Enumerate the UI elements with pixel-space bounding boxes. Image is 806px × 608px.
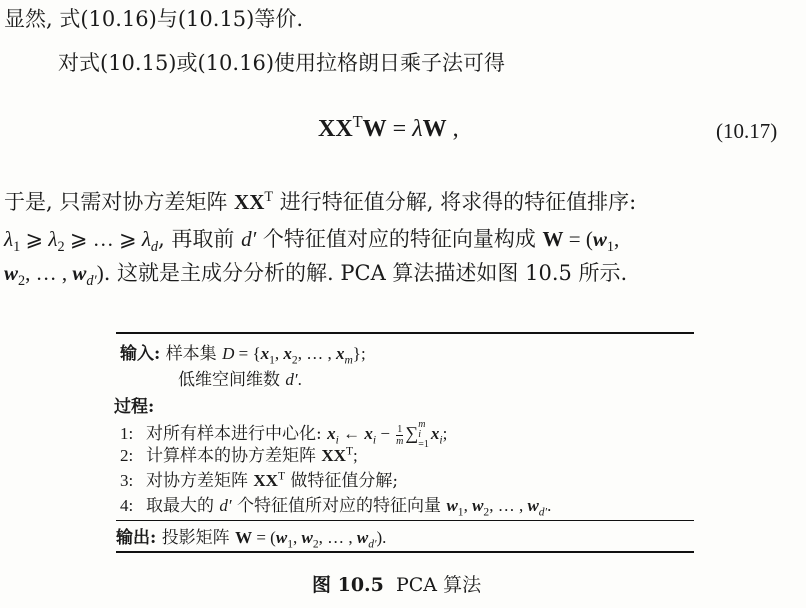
equation-number: (10.17) <box>716 119 778 143</box>
math-projection: $W = (w_1$, $w_2$, … , $w_{d'}$). <box>235 528 387 551</box>
math-W-def-cont: $w_2$, … , $w_{d'}$) <box>4 261 104 290</box>
math-eigenvectors: $w_1$, $w_2$, … , $w_{d'}$. <box>446 496 552 519</box>
algorithm-input-2: 低维空间维数 d′. <box>178 370 302 390</box>
mid-rule <box>116 520 694 521</box>
math-XXT: $XX^T$ <box>234 189 274 214</box>
math-XXT: $XX^T$ <box>253 469 286 490</box>
paragraph-line-2 <box>4 226 620 256</box>
paragraph-line-1 <box>4 189 636 215</box>
caption-title: PCA 算法 <box>395 574 482 596</box>
intro-line-2: 对式(10.15)或(10.16)使用拉格朗日乘子法可得 <box>58 51 506 75</box>
equation-10-17: $XX^TW = \lambda W$ , <box>318 112 459 142</box>
output-text: 投影矩阵 <box>161 528 236 548</box>
math-dprime: d′ <box>241 227 257 251</box>
paragraph-text: 个特征值对应的特征向量构成 <box>256 227 543 251</box>
math-W-def: $W = (w_1$, <box>542 227 620 256</box>
bottom-rule <box>116 551 694 553</box>
step-text: 计算样本的协方差矩阵 <box>146 446 322 466</box>
input-text: 样本集 <box>165 344 223 364</box>
input-text: 低维空间维数 <box>178 370 286 390</box>
figure-caption <box>312 572 481 598</box>
step-text: 做特征值分解; <box>285 471 399 491</box>
paragraph-text: 进行特征值分解, 将求得的特征值排序: <box>273 190 637 214</box>
process-label: 过程: <box>114 397 155 417</box>
paragraph-text: 于是, 只需对协方差矩阵 <box>4 190 235 214</box>
algorithm-input <box>120 343 366 365</box>
algorithm-step-2 <box>120 445 358 467</box>
step-text: 对所有样本进行中心化: <box>146 423 328 444</box>
step-number: 3: <box>120 471 134 490</box>
math-eigen-order: $\lambda_1$ ⩾ $\lambda_2$ ⩾ … ⩾ $\lambda_d$ <box>4 227 159 256</box>
math-dataset: $D = \{x_1$, $x_2$, … , $x_m$}; <box>222 344 366 367</box>
step-number: 2: <box>120 446 134 465</box>
input-label: 输入: <box>120 344 161 364</box>
algorithm-output <box>116 527 386 549</box>
math-dprime: d′ <box>219 496 232 515</box>
caption-label: 图 10.5 <box>312 574 384 596</box>
paragraph-text: , 再取前 <box>158 227 242 251</box>
math-XXT: $XX^T$; <box>321 444 358 465</box>
step-text: 个特征值所对应的特征向量 <box>231 496 447 516</box>
step-number: 4: <box>120 496 134 515</box>
step-text: 取最大的 <box>146 496 220 516</box>
math-dprime: d′ <box>285 370 298 389</box>
intro-line-1: 显然, 式(10.16)与(10.15)等价. <box>4 7 304 31</box>
step-number: 1: <box>120 423 134 443</box>
algorithm-step-3 <box>120 470 398 492</box>
top-rule <box>116 332 694 334</box>
step-text: 对协方差矩阵 <box>146 471 254 491</box>
paragraph-line-3 <box>4 260 628 290</box>
output-label: 输出: <box>116 528 157 548</box>
paragraph-text: . 这就是主成分分析的解. PCA 算法描述如图 10.5 所示. <box>103 261 628 285</box>
math-centering: $x_i$ ← $x_i$ − $\frac{1}{m}$ ∑ m i =1 $x_i$; <box>327 419 448 450</box>
algorithm-step-4 <box>120 495 551 517</box>
